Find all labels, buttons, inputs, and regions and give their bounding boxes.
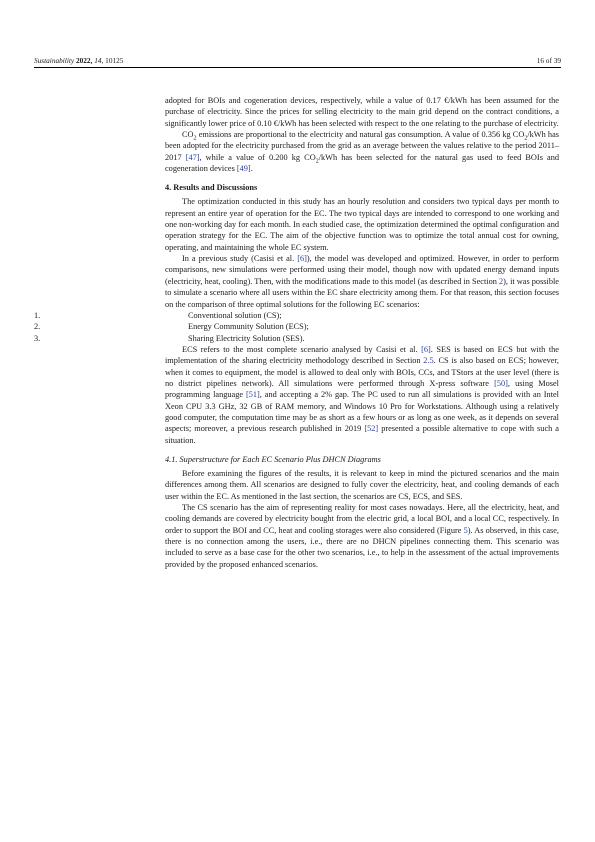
- text-run: . CS is also based on ECS; however, when it comes to equipment, the model is allowed to deal only with BOIs, CCs, and TStors at the user level (there is no district pipelines network). All simulations were performed through X-press software: [165, 356, 559, 388]
- scenario-list: [34, 310, 559, 344]
- text-run: In a previous study (Casisi et al.: [182, 254, 298, 264]
- text-run: ). As observed, in this case, there is no connection among the users, i.e., there are no DHCN pipelines connecting them. This scenario was included to serve as a base case for the other two scenarios, i.e., to help in the assessment of the actual improvements provided by the proposed enhanced scenarios.: [165, 525, 559, 569]
- paragraph-co2: [165, 129, 559, 174]
- citation-link[interactable]: [51]: [245, 390, 260, 400]
- list-number: 3.: [34, 333, 41, 343]
- list-text: Energy Community Solution (ECS);: [188, 322, 309, 332]
- text-run: .: [250, 164, 253, 174]
- text-run: , while a value of 0.200 kg CO: [199, 152, 316, 162]
- text-run: , using Mosel programming language: [165, 378, 559, 400]
- text-run: , and accepting a 2% gap. The PC used to run all simulations is provided with an Intel Xeon CPU 3.3 GHz, 32 GB of RAM memory, and Windows 10 Pro for Workstations. Although using a relatively good computer, the computation time may be as short as a few hours or as long as one week, as it depends on several aspects; moreover, a previous research published in 2019: [165, 390, 559, 434]
- paragraph-continued: adopted for BOIs and cogeneration devices, respectively, while a value of 0.17 €/kWh has been assumed for the purchase of electricity. Since the prices for selling electricity to the main grid depend on the contract conditions, a significantly lower price of 0.10 €/kWh has been selected with respect to the one relating to the purchase of electricity.: [165, 96, 559, 128]
- citation-link[interactable]: [6]: [297, 254, 307, 264]
- paragraph: Before examining the figures of the results, it is relevant to keep in mind the pictured scenarios and the main differences among them. All scenarios are designed to fully cover the electricity, heat, and cooling demands of each user within the EC. As mentioned in the last section, the scenarios are CS, ECS, and SES.: [165, 468, 559, 501]
- list-number: 1.: [34, 310, 41, 320]
- body-text: [34, 95, 560, 570]
- paragraph: [165, 253, 559, 310]
- text-run: CO: [182, 130, 194, 140]
- page-number: 16 of 39: [536, 56, 561, 65]
- text-run: . SES is based on ECS but with the implementation of the sharing electricity methodology described in Section: [165, 344, 559, 366]
- citation-link[interactable]: [52]: [364, 424, 379, 434]
- text-run: ), the model was developed and optimized. However, in order to perform comparisons, new simulations were performed using their model, though now with updated energy demand inputs (electricity, heat, cooling). Then, with the modifications made to this model (as described in Section: [165, 254, 560, 286]
- citation-link[interactable]: [6]: [421, 344, 431, 354]
- header-rule: [34, 67, 561, 68]
- text-run: /kWh has been selected for the natural gas used to feed BOIs and cogeneration devices: [165, 152, 559, 174]
- text-run: ECS refers to the most complete scenario analysed by Casisi et al.: [182, 344, 422, 354]
- list-item: [34, 321, 559, 332]
- section-heading: 4. Results and Discussions: [165, 183, 258, 193]
- subscript: 2: [193, 135, 197, 142]
- paragraph: [165, 344, 559, 446]
- journal-year: 2022,: [75, 56, 93, 65]
- section-link[interactable]: 2.5: [423, 356, 434, 366]
- subscript: 2: [315, 158, 319, 165]
- article-number: 10125: [105, 56, 124, 65]
- subscript: 2: [524, 135, 528, 142]
- journal-name: Sustainability: [34, 56, 75, 65]
- subsection-heading: 4.1. Superstructure for Each EC Scenario Plus DHCN Diagrams: [165, 454, 381, 464]
- section-link[interactable]: 2: [498, 276, 504, 286]
- citation-link[interactable]: [49]: [236, 164, 251, 174]
- list-item: [34, 333, 559, 344]
- text-run: emissions are proportional to the electricity and natural gas consumption. A value of 0.356 kg CO: [196, 130, 525, 140]
- page-header: [34, 56, 561, 65]
- paragraph: [165, 502, 559, 570]
- journal-citation: [34, 56, 123, 65]
- citation-link[interactable]: [47]: [185, 152, 200, 162]
- list-item: [34, 310, 559, 321]
- citation-link[interactable]: [50]: [494, 378, 508, 388]
- text-run: /kWh has been adopted for the electricity purchased from the grid as an average between the values relative to the period 2011–2017: [165, 130, 559, 162]
- list-number: 2.: [34, 322, 41, 332]
- text-run: presented a possible alternative to cope with such a situation.: [165, 424, 559, 445]
- figure-link[interactable]: 5: [463, 525, 468, 535]
- text-run: ), it was possible to simulate a scenario where all users within the EC share electricity among them. For that reason, this section focuses on the comparison of three optimal solutions for the following EC scenarios:: [165, 276, 559, 309]
- journal-volume: 14,: [94, 56, 104, 65]
- list-text: Sharing Electricity Solution (SES).: [188, 333, 305, 343]
- paragraph: The optimization conducted in this study has an hourly resolution and considers two typical days per month to represent an entire year of operation for the EC. The two typical days are intended to correspond to one working and one non-working day for each month. In each studied case, the optimization determined the optimal configuration and operation strategy for the EC. The aim of the objective function was to optimize the total annual cost for owning, operating, and maintaining the whole EC system.: [165, 197, 559, 252]
- list-text: Conventional solution (CS);: [188, 310, 282, 320]
- text-run: The CS scenario has the aim of representing reality for most cases nowadays. Here, all the electricity, heat, and cooling demands are covered by electricity bought from the electric grid, a local BOI, and a local CC, respectively. In order to support the BOI and CC, heat and cooling storages were also considered (Figure: [165, 503, 559, 535]
